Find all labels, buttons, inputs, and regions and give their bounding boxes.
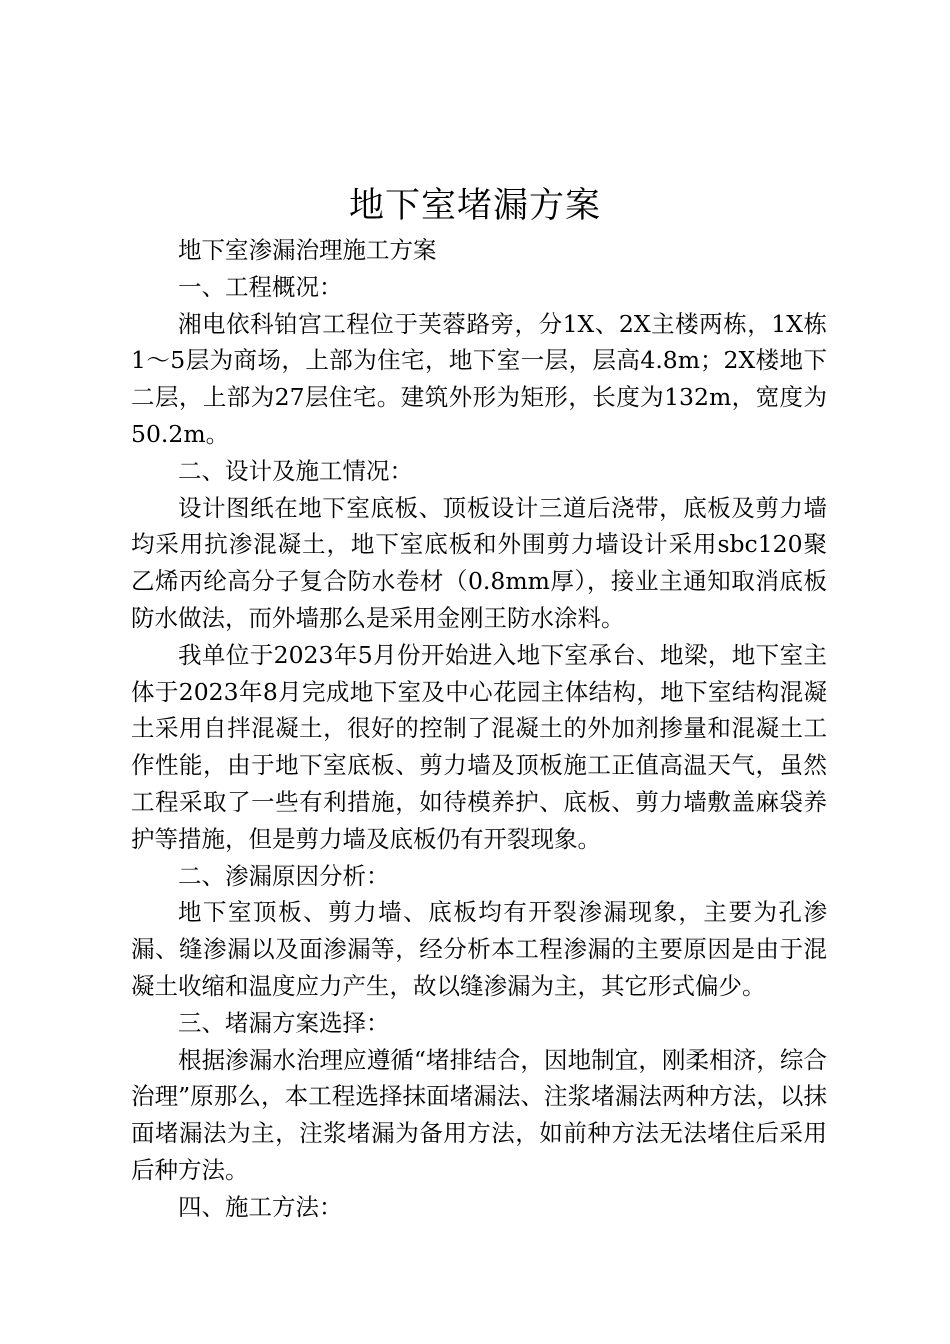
paragraph-subtitle: 地下室渗漏治理施工方案 [178, 236, 437, 264]
heading-plugging-plan-selection: 三、堵漏方案选择： [178, 1008, 390, 1037]
heading-leak-cause-analysis: 二、渗漏原因分析： [178, 861, 390, 890]
document-body [131, 232, 827, 1226]
paragraph-construction-history: 我单位于2023年5月份开始进入地下室承台、地梁，地下室主体于2023年8月完成地下室及中心花园主体结构，地下室结构混凝土采用自拌混凝土，很好的控制了混凝土的外加剂掺量和混凝土工作性能，由于地下室底板、剪力墙及顶板施工正值高温天气，虽然工程采取了一些有利措施，如待模养护、底板、剪力墙敷盖麻袋养护等措施，但是剪力墙及底板仍有开裂现象。 [131, 640, 827, 853]
paragraph-design-drawings: 设计图纸在地下室底板、顶板设计三道后浇带，底板及剪力墙均采用抗渗混凝土，地下室底板和外围剪力墙设计采用sbc120聚乙烯丙纶高分子复合防水卷材（0.8mm厚），接业主通知取消底板防水做法，而外墙那么是采用金刚王防水涂料。 [131, 493, 827, 632]
heading-design-construction: 二、设计及施工情况： [178, 456, 413, 485]
heading-project-overview: 一、工程概况： [178, 272, 343, 301]
paragraph-project-overview: 湘电依科铂宫工程位于芙蓉路旁，分1X、2X主楼两栋，1X栋1～5层为商场，上部为住宅，地下室一层，层高4.8m；2X楼地下二层，上部为27层住宅。建筑外形为矩形，长度为132m，宽度为50.2m。 [131, 309, 827, 448]
paragraph-plugging-plan-selection: 根据渗漏水治理应遵循“堵排结合，因地制宜，刚柔相济，综合治理”原那么，本工程选择抹面堵漏法、注浆堵漏法两种方法，以抹面堵漏法为主，注浆堵漏为备用方法，如前种方法无法堵住后采用后种方法。 [131, 1045, 827, 1184]
document-title: 地下室堵漏方案 [348, 186, 601, 226]
heading-construction-method: 四、施工方法： [178, 1192, 343, 1221]
paragraph-leak-cause-analysis: 地下室顶板、剪力墙、底板均有开裂渗漏现象，主要为孔渗漏、缝渗漏以及面渗漏等，经分析本工程渗漏的主要原因是由于混凝土收缩和温度应力产生，故以缝渗漏为主，其它形式偏少。 [131, 898, 827, 1000]
